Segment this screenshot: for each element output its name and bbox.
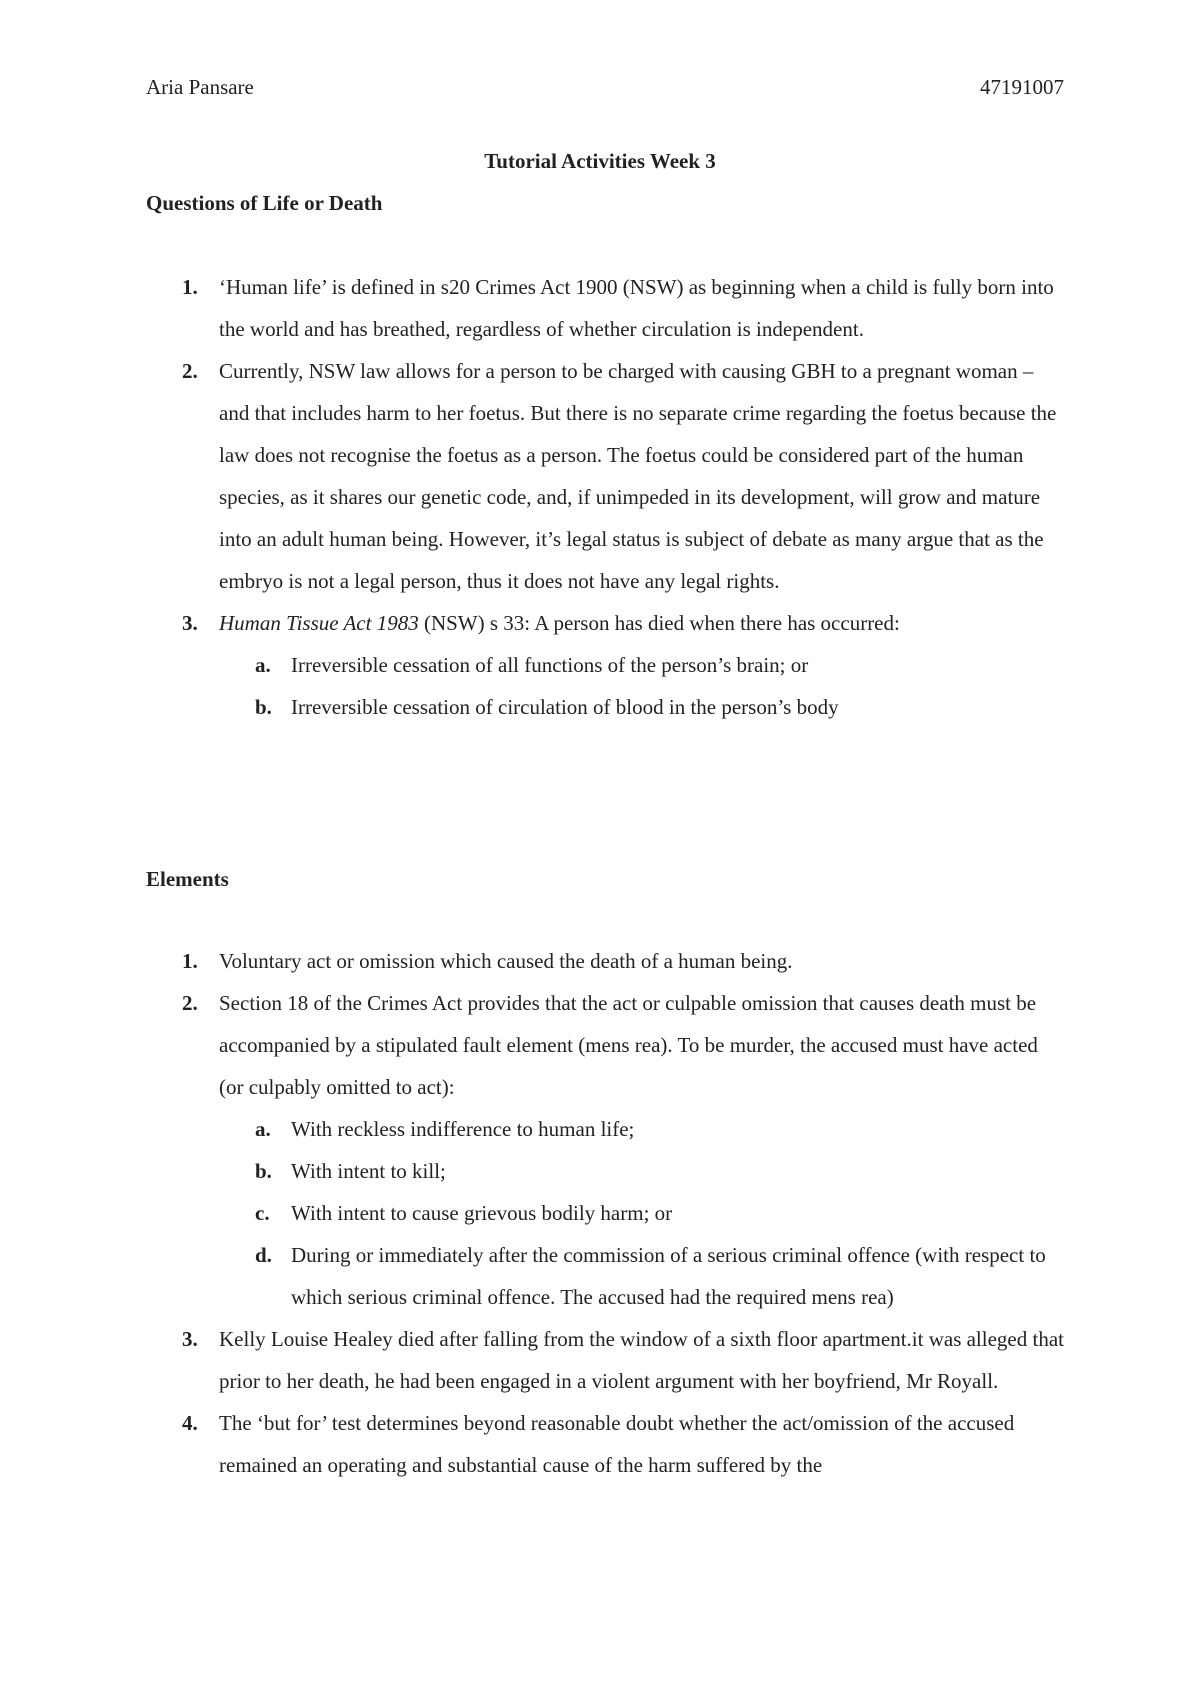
list-item [146, 266, 1066, 350]
sub-list-text: With reckless indifference to human life; [291, 1117, 635, 1141]
sub-list-text: With intent to cause grievous bodily harm; or [291, 1201, 673, 1225]
list-item [146, 1402, 1066, 1486]
student-id: 47191007 [980, 75, 1064, 99]
list-item-text: Kelly Louise Healey died after falling from the window of a sixth floor apartment.it was alleged that prior to her death, he had been engaged in a violent argument with her boyfriend, Mr Royall. [219, 1327, 1064, 1393]
sub-list-item [219, 686, 1066, 728]
sub-list-item [219, 1234, 1066, 1318]
sub-list [219, 1108, 1066, 1318]
list-item-text: (NSW) s 33: A person has died when there has occurred: [418, 611, 900, 635]
sub-list-item [219, 1108, 1066, 1150]
sub-list-letter: c. [255, 1201, 270, 1225]
sub-list-letter: a. [255, 653, 271, 677]
list-item-number: 3. [182, 611, 198, 635]
sub-list-letter: b. [255, 695, 272, 719]
list-item-number: 2. [182, 991, 198, 1015]
list-item-text: Currently, NSW law allows for a person to be charged with causing GBH to a pregnant woman – and that includes harm to her foetus. But there is no separate crime regarding the foetus because the law does not recognise the foetus as a person. The foetus could be considered part of the human species, as it shares our genetic code, and, if unimpeded in its development, will grow and mature into an adult human being. However, it’s legal status is subject of debate as many argue that as the embryo is not a legal person, thus it does not have any legal rights. [219, 359, 1057, 593]
act-citation: Human Tissue Act 1983 [219, 611, 419, 635]
sub-list-text: Irreversible cessation of circulation of blood in the person’s body [291, 695, 839, 719]
sub-list [219, 644, 1066, 728]
sub-list-letter: a. [255, 1117, 271, 1141]
list-item-text: ‘Human life’ is defined in s20 Crimes Act 1900 (NSW) as beginning when a child is fully born into the world and has breathed, regardless of whether circulation is independent. [219, 275, 1054, 341]
list-item-text: Voluntary act or omission which caused the death of a human being. [219, 949, 793, 973]
author-name: Aria Pansare [146, 75, 254, 99]
sub-list-item [219, 644, 1066, 686]
list-item [146, 350, 1066, 602]
life-or-death-list [146, 266, 1066, 728]
list-item [146, 602, 1066, 728]
list-item-text: Section 18 of the Crimes Act provides that the act or culpable omission that causes death must be accompanied by a stipulated fault element (mens rea). To be murder, the accused must have acted (or culpably omitted to act): [219, 991, 1038, 1099]
section-heading-elements: Elements [146, 867, 229, 891]
list-item-text: The ‘but for’ test determines beyond reasonable doubt whether the act/omission of the accused remained an operating and substantial cause of the harm suffered by the [219, 1411, 1015, 1477]
sub-list-item [219, 1150, 1066, 1192]
list-item [146, 940, 1066, 982]
sub-list-item [219, 1192, 1066, 1234]
list-item-number: 3. [182, 1327, 198, 1351]
sub-list-letter: b. [255, 1159, 272, 1183]
list-item-number: 1. [182, 949, 198, 973]
list-item-number: 4. [182, 1411, 198, 1435]
list-item [146, 1318, 1066, 1402]
page-title: Tutorial Activities Week 3 [484, 149, 716, 173]
list-item [146, 982, 1066, 1318]
elements-list [146, 940, 1066, 1486]
sub-list-text: Irreversible cessation of all functions of the person’s brain; or [291, 653, 809, 677]
list-item-number: 1. [182, 275, 198, 299]
sub-list-text: During or immediately after the commission of a serious criminal offence (with respect to which serious criminal offence. The accused had the required mens rea) [291, 1243, 1046, 1309]
section-heading-life-or-death: Questions of Life or Death [146, 191, 383, 215]
sub-list-letter: d. [255, 1243, 272, 1267]
list-item-number: 2. [182, 359, 198, 383]
sub-list-text: With intent to kill; [291, 1159, 446, 1183]
